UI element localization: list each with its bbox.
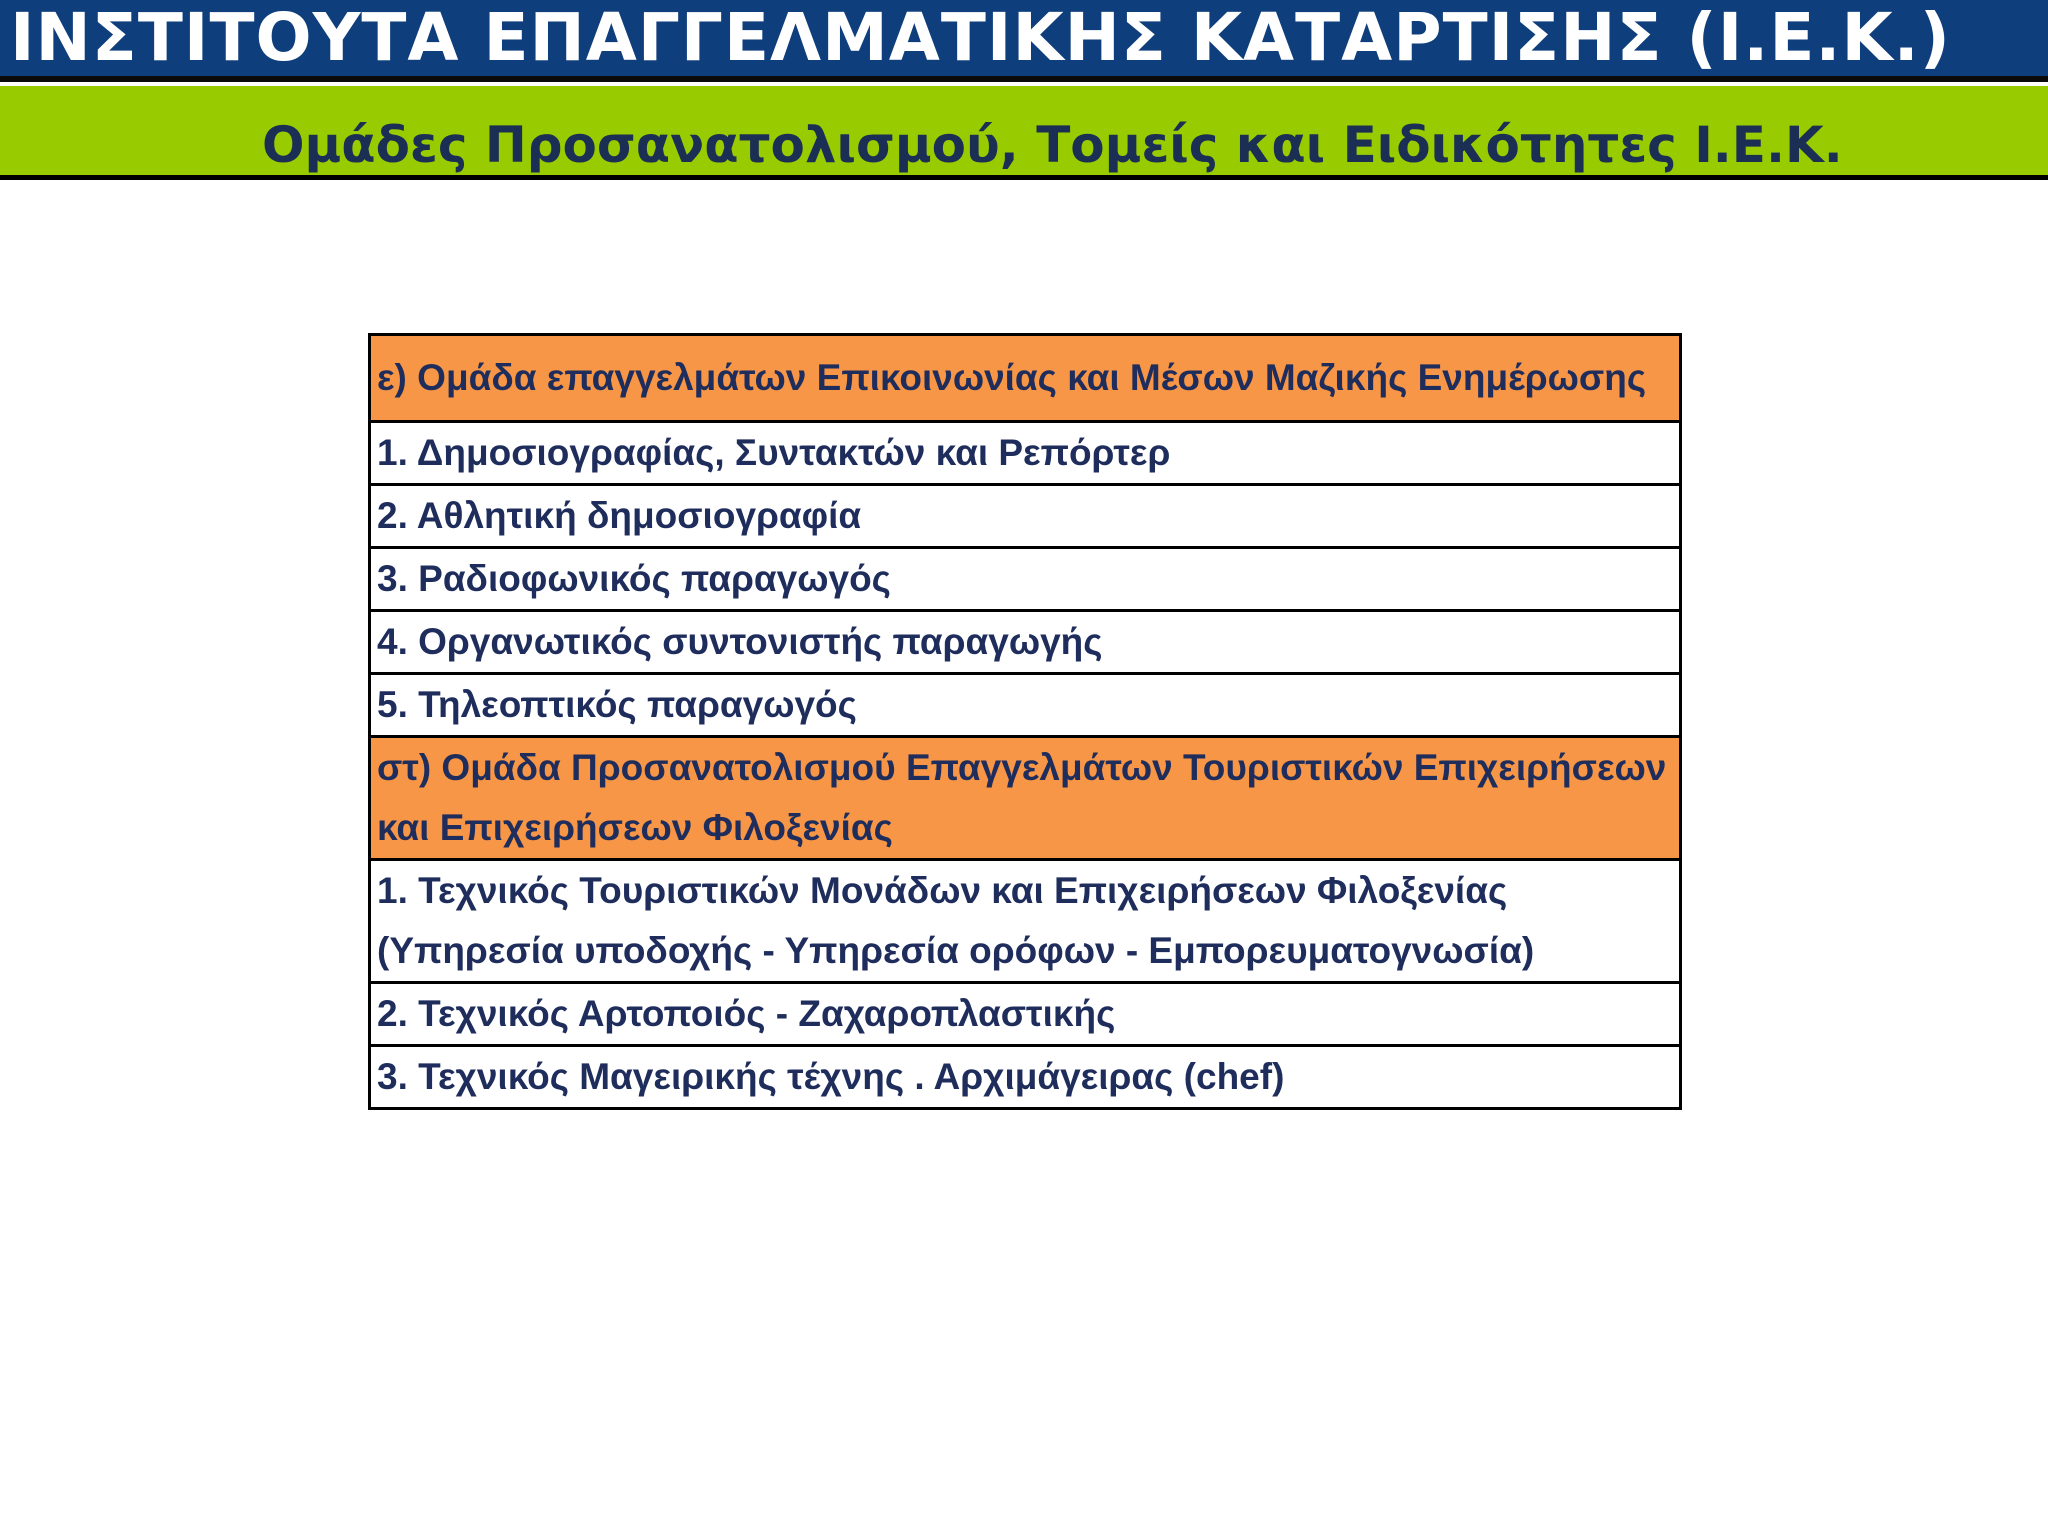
subtitle-bar: [0, 86, 2048, 180]
specialty-item-line: (Υπηρεσία υποδοχής - Υπηρεσία ορόφων - Εμπορευματογνωσία): [377, 930, 1535, 971]
title-divider: [0, 76, 2048, 82]
group-header-row: [370, 335, 1681, 422]
specialty-item: 3. Τεχνικός Μαγειρικής τέχνης . Αρχιμάγειρας (chef): [370, 1046, 1681, 1109]
specialty-item: 3. Ραδιοφωνικός παραγωγός: [370, 548, 1681, 611]
table-row: [370, 422, 1681, 485]
specialty-item: [370, 860, 1681, 983]
group-header-communication: ε) Ομάδα επαγγελμάτων Επικοινωνίας και Μέσων Μαζικής Ενημέρωσης: [370, 335, 1681, 422]
title-bar: [0, 0, 2048, 76]
specialty-item: 4. Οργανωτικός συντονιστής παραγωγής: [370, 611, 1681, 674]
specialty-item: 2. Αθλητική δημοσιογραφία: [370, 485, 1681, 548]
table-row: [370, 860, 1681, 983]
table-row: [370, 674, 1681, 737]
specialty-item: 5. Τηλεοπτικός παραγωγός: [370, 674, 1681, 737]
page-title: ΙΝΣΤΙΤΟΥΤΑ ΕΠΑΓΓΕΛΜΑΤΙΚΗΣ ΚΑΤΑΡΤΙΣΗΣ (Ι.Ε.Κ.): [10, 0, 1951, 76]
specialties-table-wrapper: [368, 333, 1682, 1110]
table-row: [370, 548, 1681, 611]
page-subtitle: Ομάδες Προσανατολισμού, Τομείς και Ειδικότητες Ι.Ε.Κ.: [262, 116, 1843, 174]
group-header-line: και Επιχειρήσεων Φιλοξενίας: [377, 807, 893, 848]
table-row: [370, 983, 1681, 1046]
table-row: [370, 1046, 1681, 1109]
specialty-item: 1. Δημοσιογραφίας, Συντακτών και Ρεπόρτερ: [370, 422, 1681, 485]
specialty-item: 2. Τεχνικός Αρτοποιός - Ζαχαροπλαστικής: [370, 983, 1681, 1046]
table-row: [370, 485, 1681, 548]
group-header-row: [370, 737, 1681, 860]
table-row: [370, 611, 1681, 674]
group-header-tourism: [370, 737, 1681, 860]
specialties-table: [368, 333, 1682, 1110]
group-header-line: στ) Ομάδα Προσανατολισμού Επαγγελμάτων Τουριστικών Επιχειρήσεων: [377, 747, 1667, 788]
specialty-item-line: 1. Τεχνικός Τουριστικών Μονάδων και Επιχειρήσεων Φιλοξενίας: [377, 870, 1508, 911]
